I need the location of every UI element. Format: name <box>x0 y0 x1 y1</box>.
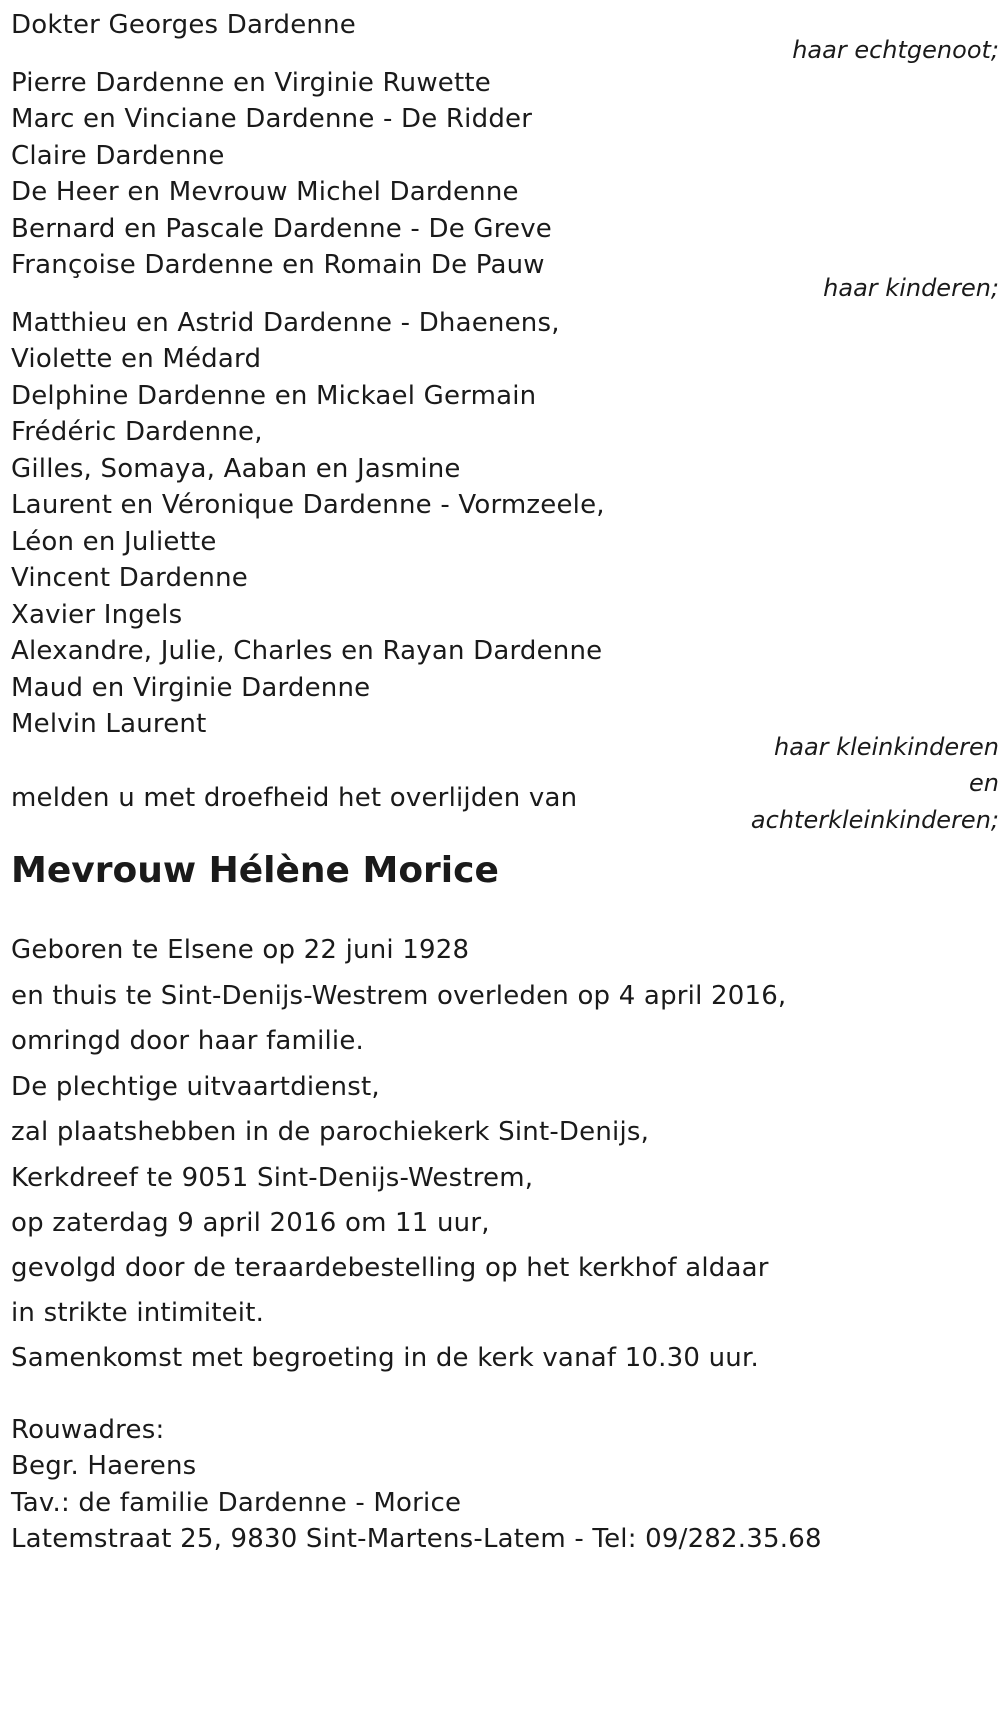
address-line: Tav.: de familie Dardenne - Morice <box>11 1488 462 1518</box>
detail-line: Kerkdreef te 9051 Sint-Denijs-Westrem, <box>11 1163 534 1193</box>
grandchild-line: Violette en Médard <box>11 344 262 374</box>
child-line: Pierre Dardenne en Virginie Ruwette <box>11 68 491 98</box>
child-line: Bernard en Pascale Dardenne - De Greve <box>11 214 552 244</box>
spouse-name: Dokter Georges Dardenne <box>11 10 356 40</box>
grandchild-line: Delphine Dardenne en Mickael Germain <box>11 381 537 411</box>
grandchild-line: Laurent en Véronique Dardenne - Vormzeele, <box>11 490 605 520</box>
grandchild-line: Gilles, Somaya, Aaban en Jasmine <box>11 454 461 484</box>
detail-line: zal plaatshebben in de parochiekerk Sint-Denijs, <box>11 1117 650 1147</box>
detail-line: Geboren te Elsene op 22 juni 1928 <box>11 935 470 965</box>
detail-line: en thuis te Sint-Denijs-Westrem overleden op 4 april 2016, <box>11 981 787 1011</box>
grandchild-line: Alexandre, Julie, Charles en Rayan Dardenne <box>11 636 603 666</box>
grandchild-line: Léon en Juliette <box>11 527 217 557</box>
grandchild-line: Frédéric Dardenne, <box>11 417 263 447</box>
grandchild-line: Xavier Ingels <box>11 600 183 630</box>
detail-line: omringd door haar familie. <box>11 1026 365 1056</box>
child-line: Françoise Dardenne en Romain De Pauw <box>11 250 545 280</box>
spouse-relation: haar echtgenoot; <box>792 36 999 64</box>
address-line: Rouwadres: <box>11 1415 165 1445</box>
detail-line: op zaterdag 9 april 2016 om 11 uur, <box>11 1208 490 1238</box>
child-line: Claire Dardenne <box>11 141 225 171</box>
grandchild-line: Maud en Virginie Dardenne <box>11 673 371 703</box>
detail-line: Samenkomst met begroeting in de kerk vanaf 10.30 uur. <box>11 1343 759 1373</box>
address-line: Latemstraat 25, 9830 Sint-Martens-Latem - Tel: 09/282.35.68 <box>11 1524 822 1554</box>
child-line: De Heer en Mevrouw Michel Dardenne <box>11 177 519 207</box>
grandchildren-relation-line: achterkleinkinderen; <box>750 806 999 834</box>
grandchild-line: Matthieu en Astrid Dardenne - Dhaenens, <box>11 308 560 338</box>
announcement: melden u met droefheid het overlijden van <box>11 783 578 813</box>
grandchild-line: Melvin Laurent <box>11 709 207 739</box>
child-line: Marc en Vinciane Dardenne - De Ridder <box>11 104 533 134</box>
grandchild-line: Vincent Dardenne <box>11 563 248 593</box>
grandchildren-relation-line: haar kleinkinderen <box>774 733 999 761</box>
grandchildren-relation-line: en <box>969 769 999 797</box>
children-relation: haar kinderen; <box>823 274 999 302</box>
address-line: Begr. Haerens <box>11 1451 197 1481</box>
deceased-name: Mevrouw Hélène Morice <box>11 850 499 891</box>
detail-line: gevolgd door de teraardebestelling op het kerkhof aldaar <box>11 1253 769 1283</box>
detail-line: in strikte intimiteit. <box>11 1298 265 1328</box>
detail-line: De plechtige uitvaartdienst, <box>11 1072 380 1102</box>
